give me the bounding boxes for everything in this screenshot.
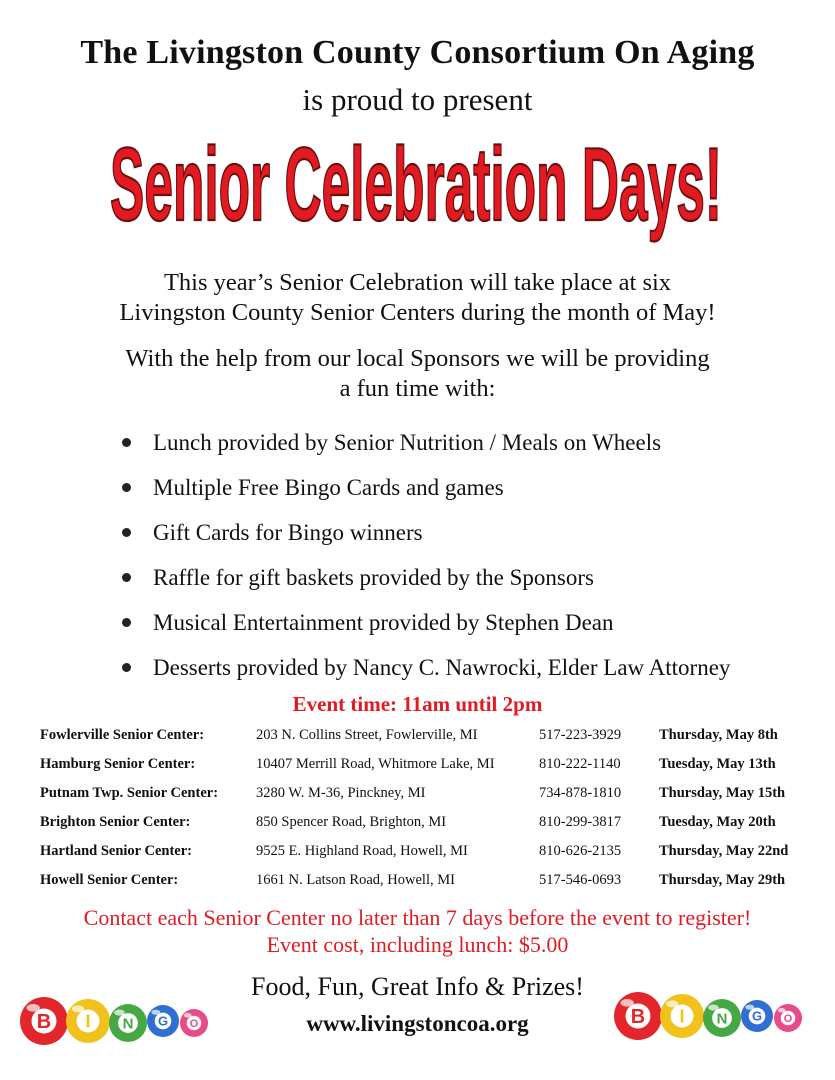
table-row	[40, 779, 830, 808]
intro-line: This year’s Senior Celebration will take place at six	[163, 269, 672, 296]
venue-address: 203 N. Collins Street, Fowlerville, MI	[256, 727, 478, 743]
venue-address: 3280 W. M-36, Pinckney, MI	[256, 785, 426, 801]
headline-text: Senior Celebration Days!	[110, 127, 722, 243]
bingo-ball-letter: O	[783, 1012, 793, 1025]
venue-phone: 810-626-2135	[539, 843, 622, 859]
list-item	[122, 420, 730, 465]
organization-title: The Livingston County Consortium On Aging	[80, 34, 755, 71]
venue-name: Howell Senior Center:	[40, 872, 179, 888]
bingo-ball-letter: N	[716, 1010, 728, 1028]
bingo-ball-g-icon	[741, 1000, 773, 1032]
venue-name: Fowlerville Senior Center:	[40, 727, 205, 743]
venue-date: Thursday, May 29th	[659, 872, 786, 888]
venue-phone: 734-878-1810	[539, 785, 622, 801]
list-item-text: Musical Entertainment provided by Stephen Dean	[153, 609, 614, 635]
bullet-icon	[122, 663, 131, 672]
bingo-ball-letter: B	[36, 1011, 52, 1034]
bullet-icon	[122, 573, 131, 582]
bullet-icon	[122, 618, 131, 627]
table-row	[40, 866, 830, 895]
venue-date: Thursday, May 15th	[659, 785, 786, 801]
tagline: Food, Fun, Great Info & Prizes!	[251, 972, 584, 1001]
list-item	[122, 510, 730, 555]
list-item	[122, 600, 730, 645]
bingo-ball-o-icon	[774, 1004, 802, 1032]
venue-name: Brighton Senior Center:	[40, 814, 191, 830]
bingo-ball-b-icon	[20, 997, 68, 1045]
bingo-balls-logo-right	[612, 980, 812, 1050]
bingo-ball-letter: G	[751, 1008, 763, 1024]
list-item-text: Gift Cards for Bingo winners	[153, 519, 423, 545]
intro-line: Livingston County Senior Centers during the month of May!	[119, 299, 716, 326]
venue-address: 1661 N. Latson Road, Howell, MI	[256, 872, 455, 888]
venue-date: Thursday, May 22nd	[659, 843, 789, 859]
venue-phone: 517-223-3929	[539, 727, 622, 743]
bingo-ball-n-icon	[703, 999, 741, 1037]
venue-table	[40, 721, 830, 895]
feature-list	[122, 420, 730, 690]
venue-date: Tuesday, May 20th	[659, 814, 776, 830]
list-item-text: Lunch provided by Senior Nutrition / Meals on Wheels	[153, 429, 662, 455]
bingo-ball-letter: G	[157, 1013, 169, 1029]
intro-line: With the help from our local Sponsors we will be providing	[125, 345, 710, 372]
subtitle: is proud to present	[302, 82, 533, 117]
table-row	[40, 750, 830, 779]
bullet-icon	[122, 483, 131, 492]
table-row	[40, 837, 830, 866]
venue-address: 9525 E. Highland Road, Howell, MI	[256, 843, 468, 859]
website-link[interactable]: www.livingstoncoa.org	[306, 1011, 529, 1036]
bullet-icon	[122, 438, 131, 447]
bingo-ball-letter: O	[189, 1017, 199, 1030]
bingo-ball-b-icon	[614, 992, 662, 1040]
venue-name: Putnam Twp. Senior Center:	[40, 785, 219, 801]
bullet-icon	[122, 528, 131, 537]
venue-name: Hartland Senior Center:	[40, 843, 192, 859]
bingo-ball-o-icon	[180, 1009, 208, 1037]
bingo-ball-letter: I	[679, 1006, 685, 1027]
bingo-ball-i-icon	[66, 999, 110, 1043]
table-row	[40, 721, 830, 750]
intro-paragraph-sponsors	[0, 344, 835, 404]
venue-address: 850 Spencer Road, Brighton, MI	[256, 814, 447, 830]
intro-line: a fun time with:	[339, 375, 496, 402]
venue-date: Tuesday, May 13th	[659, 756, 776, 772]
bingo-ball-letter: B	[630, 1006, 646, 1029]
table-row	[40, 808, 830, 837]
venue-phone: 810-299-3817	[539, 814, 622, 830]
venue-address: 10407 Merrill Road, Whitmore Lake, MI	[256, 756, 495, 772]
bingo-ball-g-icon	[147, 1005, 179, 1037]
list-item	[122, 465, 730, 510]
list-item-text: Multiple Free Bingo Cards and games	[153, 474, 504, 500]
bingo-ball-i-icon	[660, 994, 704, 1038]
venue-name: Hamburg Senior Center:	[40, 756, 196, 772]
event-time: Event time: 11am until 2pm	[292, 692, 543, 716]
venue-date: Thursday, May 8th	[659, 727, 778, 743]
event-cost: Event cost, including lunch: $5.00	[266, 932, 569, 957]
list-item-text: Desserts provided by Nancy C. Nawrocki, Elder Law Attorney	[153, 654, 731, 680]
headline-banner	[0, 118, 835, 248]
list-item	[122, 645, 730, 690]
venue-phone: 810-222-1140	[539, 756, 621, 772]
bingo-ball-n-icon	[109, 1004, 147, 1042]
bingo-ball-letter: I	[85, 1011, 91, 1032]
registration-notice: Contact each Senior Center no later than 7 days before the event to register!	[83, 905, 752, 930]
bingo-ball-letter: N	[122, 1015, 134, 1033]
intro-paragraph-location	[0, 268, 835, 328]
list-item	[122, 555, 730, 600]
list-item-text: Raffle for gift baskets provided by the Sponsors	[153, 564, 594, 590]
venue-phone: 517-546-0693	[539, 872, 622, 888]
bingo-balls-logo-left	[18, 985, 218, 1055]
